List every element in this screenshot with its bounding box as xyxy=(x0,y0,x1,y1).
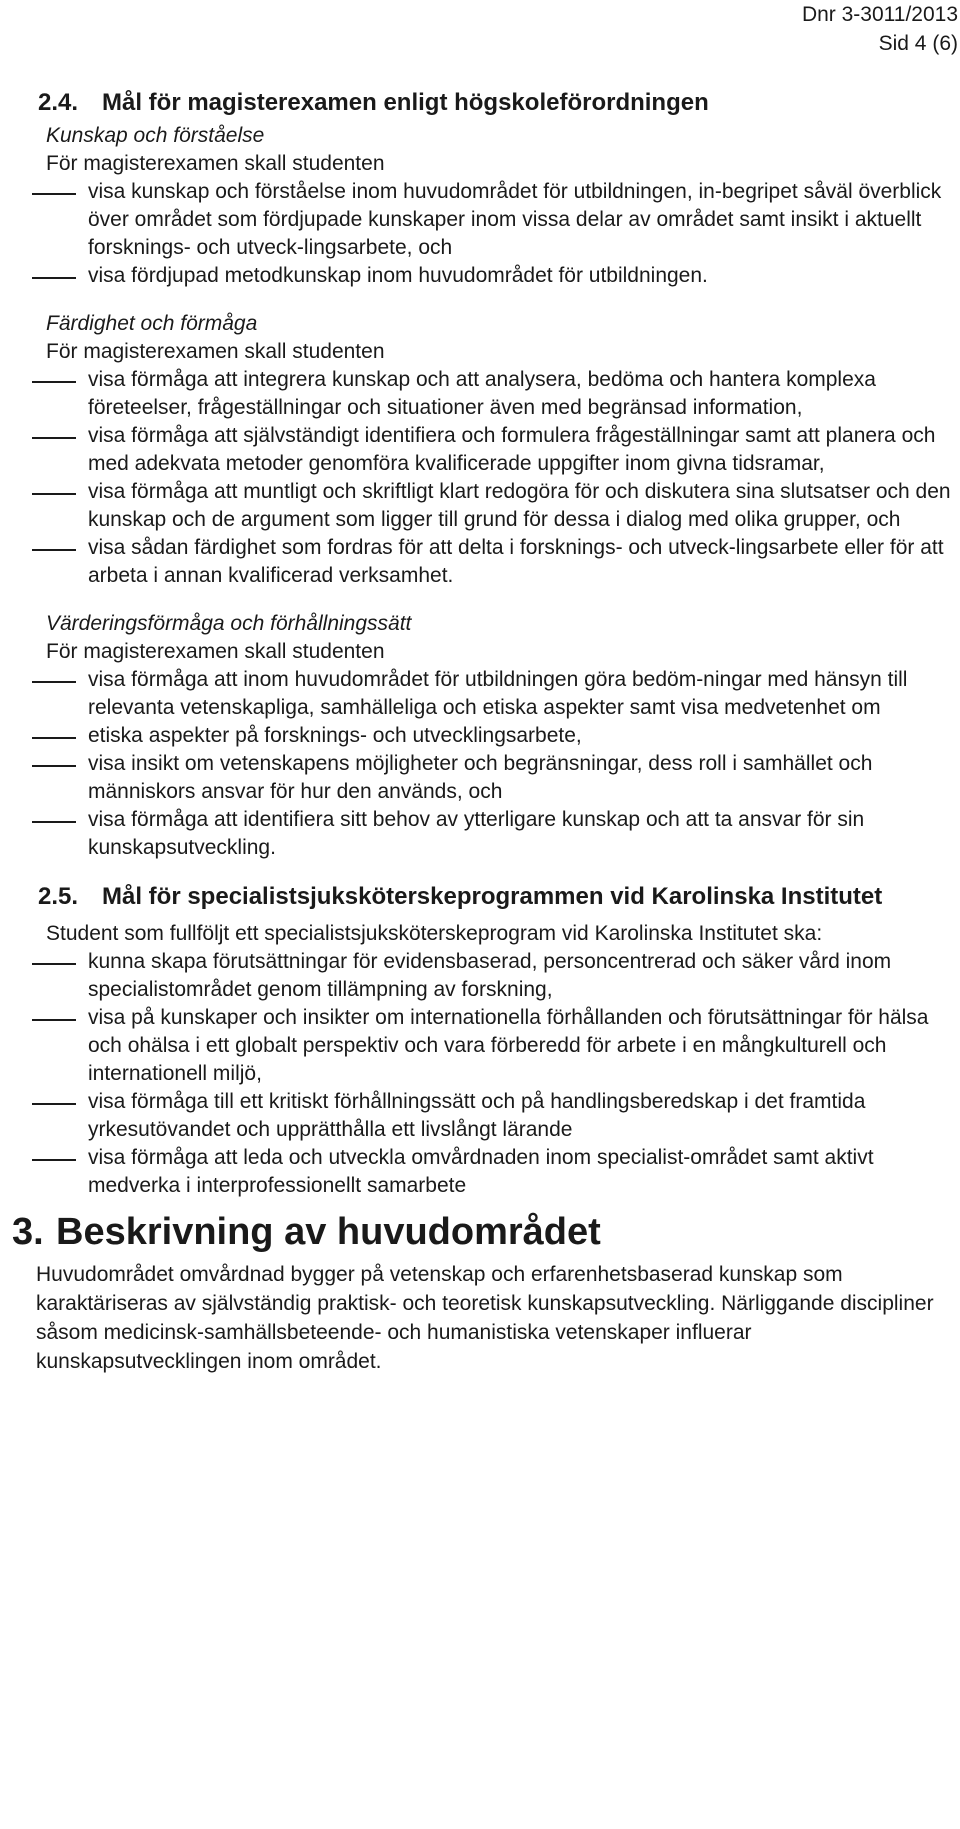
section-intro: Student som fullföljt ett specialistsjuksköterskeprogram vid Karolinska Institutet ska: xyxy=(46,922,823,945)
section-paragraph: Huvudområdet omvårdnad bygger på vetenskap och erfarenhetsbaserad kunskap som karaktäriseras av självständig praktisk- och teoretisk kunskapsutveckling. Närliggande discipliner såsom medicinsk-samhällsbeteende- och humanistiska vetenskaper influerar kunskapsutvecklingen inom området. xyxy=(36,1263,934,1373)
list-item: visa fördjupad metodkunskap inom huvudområdet för utbildningen. xyxy=(46,262,960,290)
list-item: visa kunskap och förståelse inom huvudområdet för utbildningen, in-begripet såväl överblick över området som fördjupade kunskaper inom vissa delar av området samt insikt i aktuellt forsknings- och utveck-lingsarbete, och xyxy=(46,178,960,262)
goal-list xyxy=(46,366,960,590)
list-item: visa förmåga att integrera kunskap och att analysera, bedöma och hantera komplexa företeelser, frågeställningar och situationer även med begränsad information, xyxy=(46,366,960,422)
page-number: Sid 4 (6) xyxy=(878,32,958,55)
group-varderingsformaga xyxy=(46,610,960,862)
section-number: 2.4. xyxy=(38,89,79,116)
section-number: 3. xyxy=(12,1211,44,1253)
group-intro: För magisterexamen skall studenten xyxy=(46,640,385,663)
group-fardighet-och-formaga xyxy=(46,310,960,590)
list-item: visa insikt om vetenskapens möjligheter och begränsningar, dess roll i samhället och människors ansvar för hur den används, och xyxy=(46,750,960,806)
list-item: visa förmåga till ett kritiskt förhållningssätt och på handlingsberedskap i det framtida yrkesutövandet och upprätthålla ett livslångt lärande xyxy=(46,1088,960,1144)
goal-list xyxy=(46,178,960,290)
section-title: Beskrivning av huvudområdet xyxy=(56,1211,601,1253)
main-content xyxy=(12,84,960,1376)
list-item: visa sådan färdighet som fordras för att delta i forsknings- och utveck-lingsarbete eller för att arbeta i annan kvalificerad verksamhet. xyxy=(46,534,960,590)
section-3-heading xyxy=(12,1210,960,1254)
group-intro: För magisterexamen skall studenten xyxy=(46,152,385,175)
goal-list xyxy=(46,948,960,1200)
list-item: visa förmåga att identifiera sitt behov av ytterligare kunskap och att ta ansvar för sin kunskapsutveckling. xyxy=(46,806,960,862)
list-item: visa förmåga att inom huvudområdet för utbildningen göra bedöm-ningar med hänsyn till relevanta vetenskapliga, samhälleliga och etiska aspekter samt visa medvetenhet om xyxy=(46,666,960,722)
goal-list xyxy=(46,666,960,862)
subheading: Färdighet och förmåga xyxy=(46,312,258,335)
subheading: Kunskap och förståelse xyxy=(46,124,265,147)
subheading: Värderingsförmåga och förhållningssätt xyxy=(46,612,412,635)
section-title: Mål för magisterexamen enligt högskoleförordningen xyxy=(102,89,709,116)
section-number: 2.5. xyxy=(38,883,79,910)
list-item: kunna skapa förutsättningar för evidensbaserad, personcentrerad och säker vård inom specialistområdet genom tillämpning av forskning, xyxy=(46,948,960,1004)
section-2-4-heading xyxy=(38,88,960,118)
list-item: visa förmåga att självständigt identifiera och formulera frågeställningar samt att planera och med adekvata metoder genomföra kvalificerade uppgifter inom givna tidsramar, xyxy=(46,422,960,478)
section-title: Mål för specialistsjuksköterskeprogrammen vid Karolinska Institutet xyxy=(102,883,883,910)
group-intro: För magisterexamen skall studenten xyxy=(46,340,385,363)
list-item: etiska aspekter på forsknings- och utvecklingsarbete, xyxy=(46,722,960,750)
list-item: visa på kunskaper och insikter om internationella förhållanden och förutsättningar för hälsa och ohälsa i ett globalt perspektiv och vara förberedd för arbete i en mångkulturell och internationell miljö, xyxy=(46,1004,960,1088)
document-reference: Dnr 3-3011/2013 xyxy=(801,3,958,26)
list-item: visa förmåga att leda och utveckla omvårdnaden inom specialist-området samt aktivt medverka i interprofessionellt samarbete xyxy=(46,1144,960,1200)
page-header xyxy=(802,0,958,58)
section-2-5-heading xyxy=(38,882,960,912)
group-kunskap-och-forstaelse xyxy=(46,122,960,290)
list-item: visa förmåga att muntligt och skriftligt klart redogöra för och diskutera sina slutsatser och den kunskap och de argument som ligger till grund för dessa i dialog med olika grupper, och xyxy=(46,478,960,534)
